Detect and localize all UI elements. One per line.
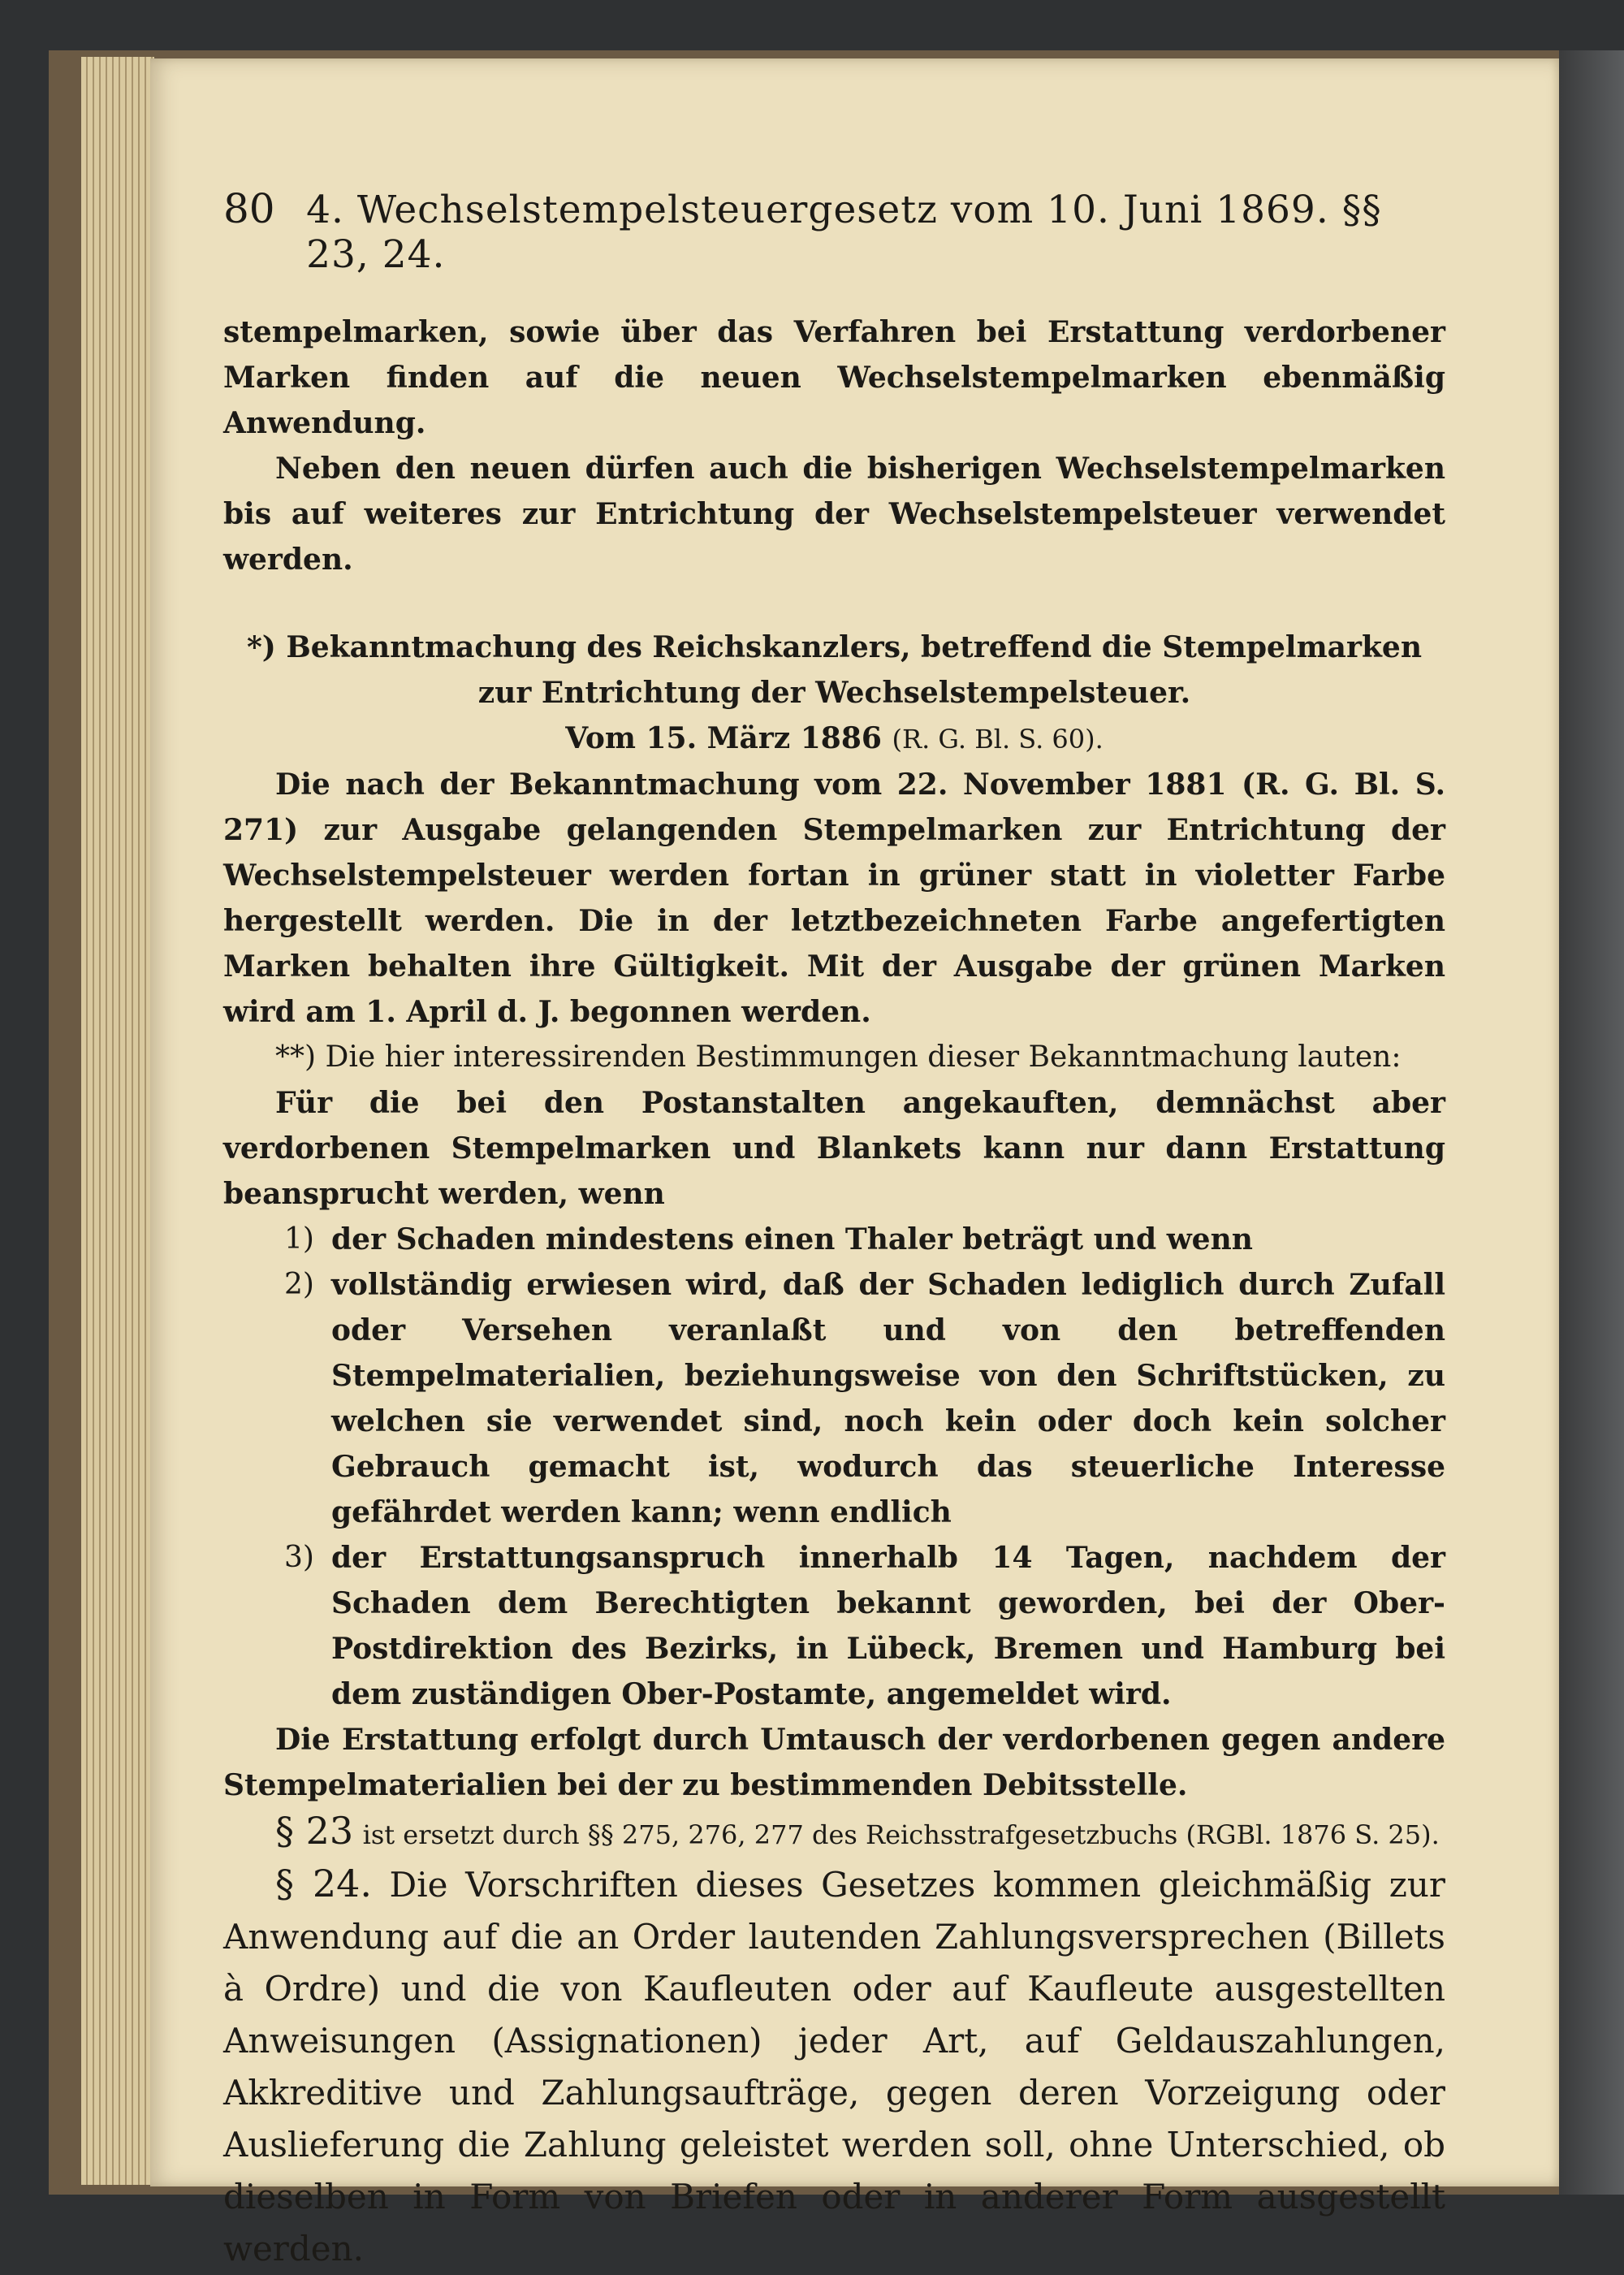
facing-page-edge: [1559, 50, 1624, 2195]
section-24: [223, 1858, 1445, 2275]
list-item: [223, 1262, 1445, 1535]
notice-title: *) Bekanntmachung des Reichskanzlers, betreffend die Stempelmarken: [246, 630, 1422, 664]
page-number: 80: [223, 185, 275, 232]
notice-title: zur Entrichtung der Wechselstempelsteuer.: [477, 676, 1191, 710]
section-24-label: § 24.: [275, 1862, 372, 1905]
section-23: [223, 1808, 1445, 1858]
list-item: [223, 1217, 1445, 1262]
running-header: [223, 185, 1445, 277]
running-title: 4. Wechselstempelsteuergesetz vom 10. Juni 1869. §§ 23, 24.: [306, 188, 1382, 277]
provisions-closing: Die Erstattung erfolgt durch Umtausch der verdorbenen gegen andere Stempelmaterialien bei der zu bestimmenden Debitsstelle.: [223, 1723, 1445, 1802]
section-24-text: Die Vorschriften dieses Gesetzes kommen gleichmäßig zur Anwendung auf die an Order lautenden Zahlungsversprechen (Billets à Ordre) und die von Kaufleuten oder auf Kaufleute ausgestellten Anweisungen (Assignationen) jeder Art, auf Geldauszahlungen, Akkreditive und Zahlungsaufträge, gegen deren Vorzeigung oder Auslieferung die Zahlung geleistet werden soll, ohne Unterschied, ob dieselben in Form von Briefen oder in anderer Form ausgestellt werden.: [223, 1865, 1445, 2269]
page-content: [223, 171, 1445, 2269]
list-item: [223, 1535, 1445, 1717]
list-text: der Erstattungsanspruch innerhalb 14 Tagen, nachdem der Schaden dem Berechtigten bekannt geworden, bei der Ober-Postdirektion des Bezirks, in Lübeck, Bremen und Hamburg bei dem zuständigen Ober-Postamte, angemeldet wird.: [331, 1541, 1445, 1711]
provisions-intro: **) Die hier interessirenden Bestimmungen dieser Bekanntmachung lauten:: [275, 1040, 1402, 1074]
provisions-list: [223, 1217, 1445, 1717]
page-edges: [81, 57, 154, 2185]
list-text: der Schaden mindestens einen Thaler beträgt und wenn: [331, 1222, 1253, 1256]
notice-body: Die nach der Bekanntmachung vom 22. November 1881 (R. G. Bl. S. 271) zur Ausgabe gelangenden Stempelmarken zur Entrichtung der Wechselstempelsteuer werden fortan in grüner statt in violetter Farbe hergestellt werden. Die in der letztbezeichneten Farbe angefertigten Marken behalten ihre Gültigkeit. Mit der Ausgabe der grünen Marken wird am 1. April d. J. begonnen werden.: [223, 768, 1445, 1029]
notice-source: (R. G. Bl. S. 60).: [892, 724, 1104, 755]
paragraph: stempelmarken, sowie über das Verfahren bei Erstattung verdorbener Marken finden auf die neuen Wechselstempelmarken ebenmäßig Anwendung.: [223, 315, 1445, 440]
notice-date: [223, 716, 1445, 762]
section-23-text: ist ersetzt durch §§ 275, 276, 277 des Reichsstrafgesetzbuchs (RGBl. 1876 S. 25).: [362, 1819, 1440, 1850]
list-number: 2): [284, 1268, 314, 1301]
provisions-lead: Für die bei den Postanstalten angekauften, demnächst aber verdorbenen Stempelmarken und Blankets kann nur dann Erstattung beansprucht werden, wenn: [223, 1086, 1445, 1211]
notice-date-text: Vom 15. März 1886: [565, 721, 882, 755]
list-number: 3): [284, 1541, 314, 1574]
paragraph: Neben den neuen dürfen auch die bisherigen Wechselstempelmarken bis auf weiteres zur Entrichtung der Wechselstempelsteuer verwendet werden.: [223, 452, 1445, 577]
list-number: 1): [284, 1222, 314, 1256]
list-text: vollständig erwiesen wird, daß der Schaden lediglich durch Zufall oder Versehen veranlaßt und von den betreffenden Stempelmaterialien, beziehungsweise von den Schriftstücken, zu welchen sie verwendet sind, noch kein oder doch kein solcher Gebrauch gemacht ist, wodurch das steuerliche Interesse gefährdet werden kann; wenn endlich: [331, 1268, 1445, 1529]
section-23-label: § 23: [275, 1809, 354, 1853]
